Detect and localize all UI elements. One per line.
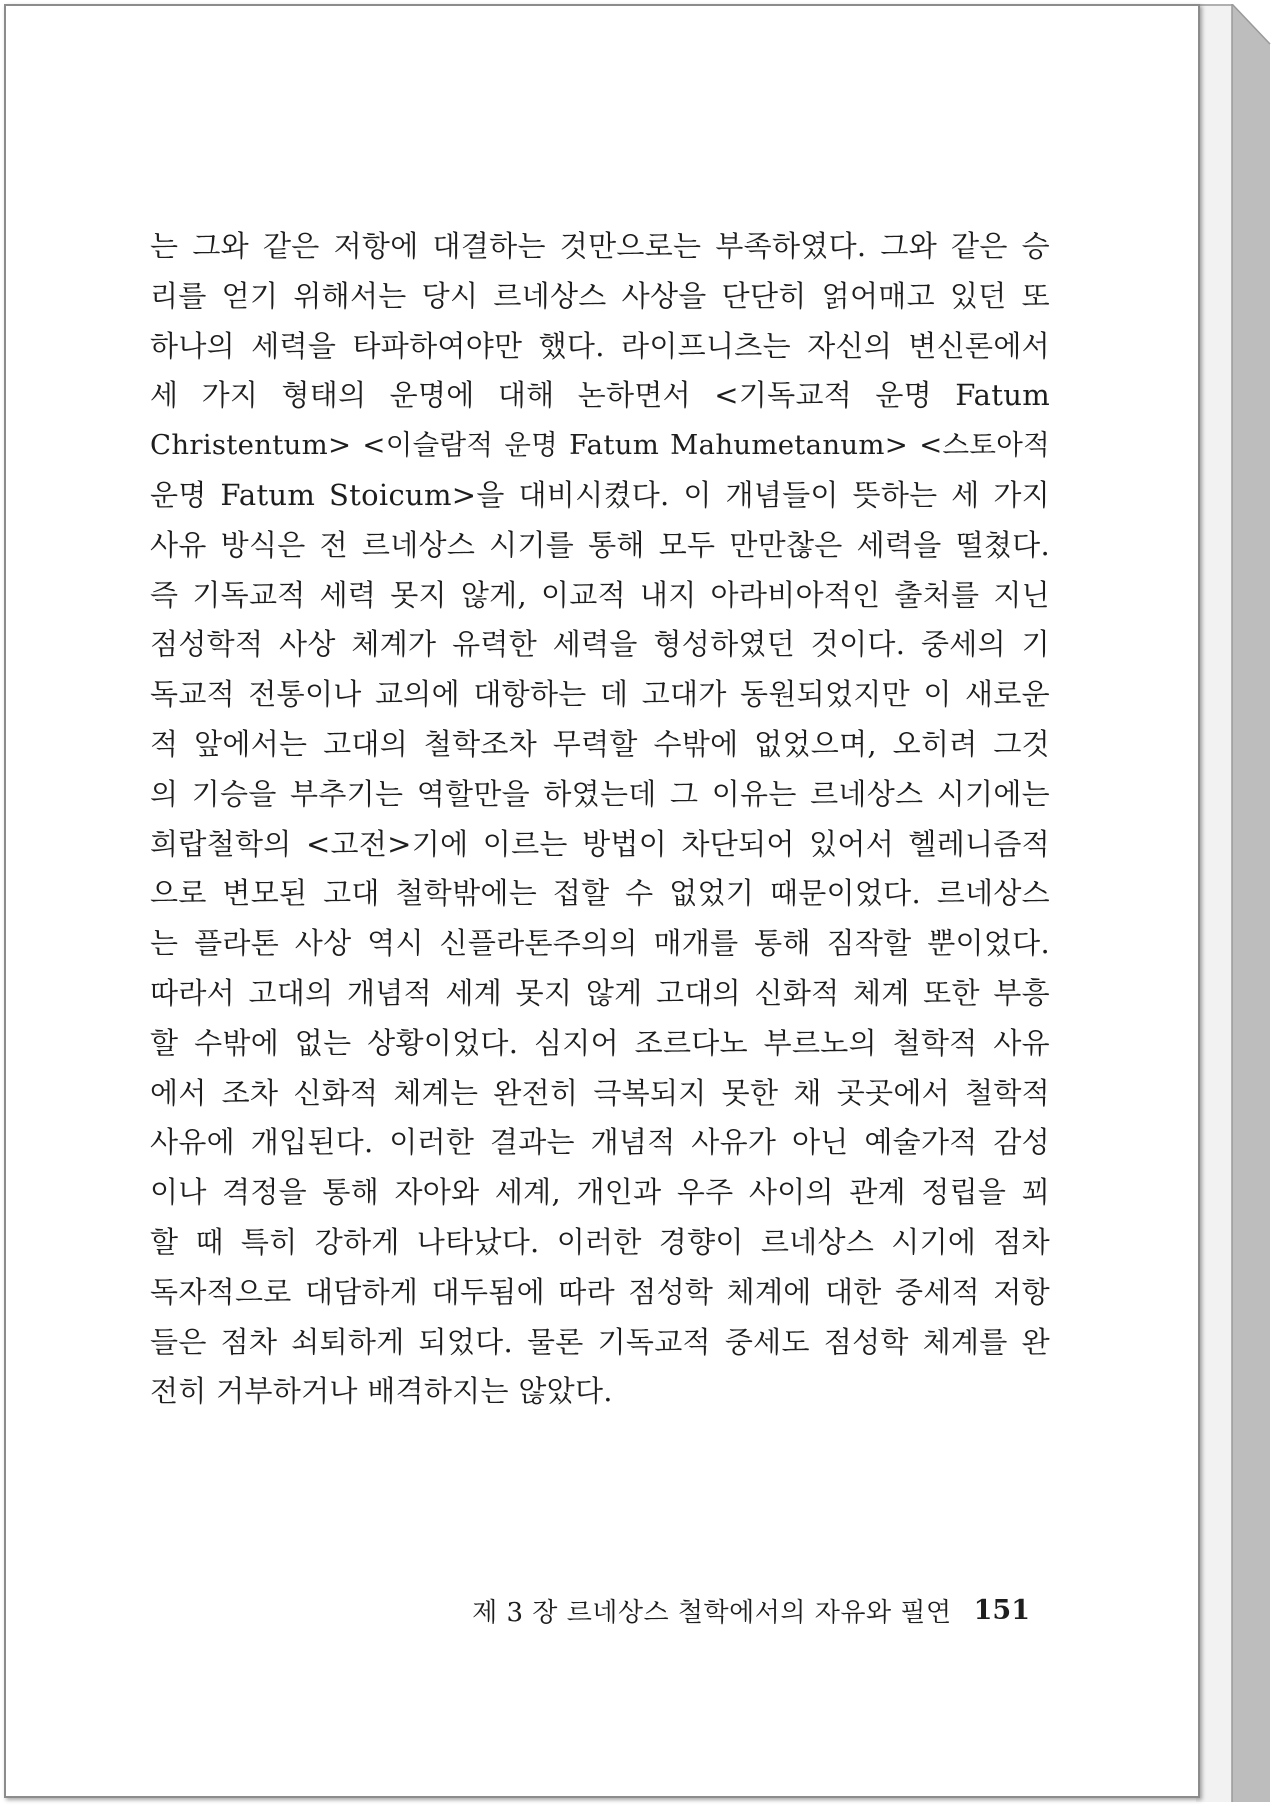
- text-line: 으로 변모된 고대 철학밖에는 접할 수 없었기 때문이었다. 르네상스: [150, 876, 1050, 911]
- text-line: 는 플라톤 사상 역시 신플라톤주의의 매개를 통해 짐작할 뿐이었다.: [150, 926, 1050, 961]
- body-text: [150, 222, 1050, 1417]
- text-line: 리를 얻기 위해서는 당시 르네상스 사상을 단단히 얽어매고 있던 또: [150, 278, 1050, 313]
- text-line: 할 때 특히 강하게 나타났다. 이러한 경향이 르네상스 시기에 점차: [150, 1224, 1050, 1259]
- text-line: 사유 방식은 전 르네상스 시기를 통해 모두 만만찮은 세력을 떨쳤다.: [150, 527, 1050, 562]
- text-line: 할 수밖에 없는 상황이었다. 심지어 조르다노 부르노의 철학적 사유: [150, 1025, 1050, 1060]
- page-number: 151: [973, 1594, 1030, 1626]
- text-line: 희랍철학의 <고전>기에 이르는 방법이 차단되어 있어서 헬레니즘적: [150, 826, 1050, 861]
- text-line: 사유에 개입된다. 이러한 결과는 개념적 사유가 아닌 예술가적 감성: [150, 1125, 1050, 1160]
- text-line: 하나의 세력을 타파하여야만 했다. 라이프니츠는 자신의 변신론에서: [150, 328, 1050, 363]
- text-line: 세 가지 형태의 운명에 대해 논하면서 <기독교적 운명 Fatum: [150, 378, 1050, 413]
- text-line: Christentum> <이슬람적 운명 Fatum Mahumetanum> <스토아적: [150, 429, 1050, 462]
- text-line: 독자적으로 대담하게 대두됨에 따라 점성학 체계에 대한 중세적 저항: [150, 1274, 1050, 1309]
- text-line: 독교적 전통이나 교의에 대항하는 데 고대가 동원되었지만 이 새로운: [150, 677, 1050, 712]
- text-line: 들은 점차 쇠퇴하게 되었다. 물론 기독교적 중세도 점성학 체계를 완: [150, 1324, 1050, 1359]
- text-line: 의 기승을 부추기는 역할만을 하였는데 그 이유는 르네상스 시기에는: [150, 776, 1050, 811]
- book-page: [4, 4, 1200, 1798]
- text-line: 는 그와 같은 저항에 대결하는 것만으로는 부족하였다. 그와 같은 승: [150, 229, 1050, 263]
- running-footer: [472, 1588, 1030, 1632]
- text-line: 운명 Fatum Stoicum>을 대비시켰다. 이 개념들이 뜻하는 세 가지: [150, 477, 1050, 512]
- text-line: 점성학적 사상 체계가 유력한 세력을 형성하였던 것이다. 중세의 기: [150, 627, 1050, 662]
- text-line-last: 전히 거부하거나 배격하지는 않았다.: [150, 1374, 613, 1409]
- text-line: 적 앞에서는 고대의 철학조차 무력할 수밖에 없었으며, 오히려 그것: [150, 726, 1050, 761]
- chapter-title: 제 3 장 르네상스 철학에서의 자유와 필연: [472, 1597, 952, 1628]
- text-line: 즉 기독교적 세력 못지 않게, 이교적 내지 아라비아적인 출처를 지닌: [150, 577, 1050, 612]
- page-stack-edge: [1196, 4, 1272, 1802]
- text-line: 따라서 고대의 개념적 세계 못지 않게 고대의 신화적 체계 또한 부흥: [150, 975, 1050, 1010]
- text-line: 에서 조차 신화적 체계는 완전히 극복되지 못한 채 곳곳에서 철학적: [150, 1075, 1050, 1110]
- text-line: 이나 격정을 통해 자아와 세계, 개인과 우주 사이의 관계 정립을 꾀: [150, 1175, 1050, 1210]
